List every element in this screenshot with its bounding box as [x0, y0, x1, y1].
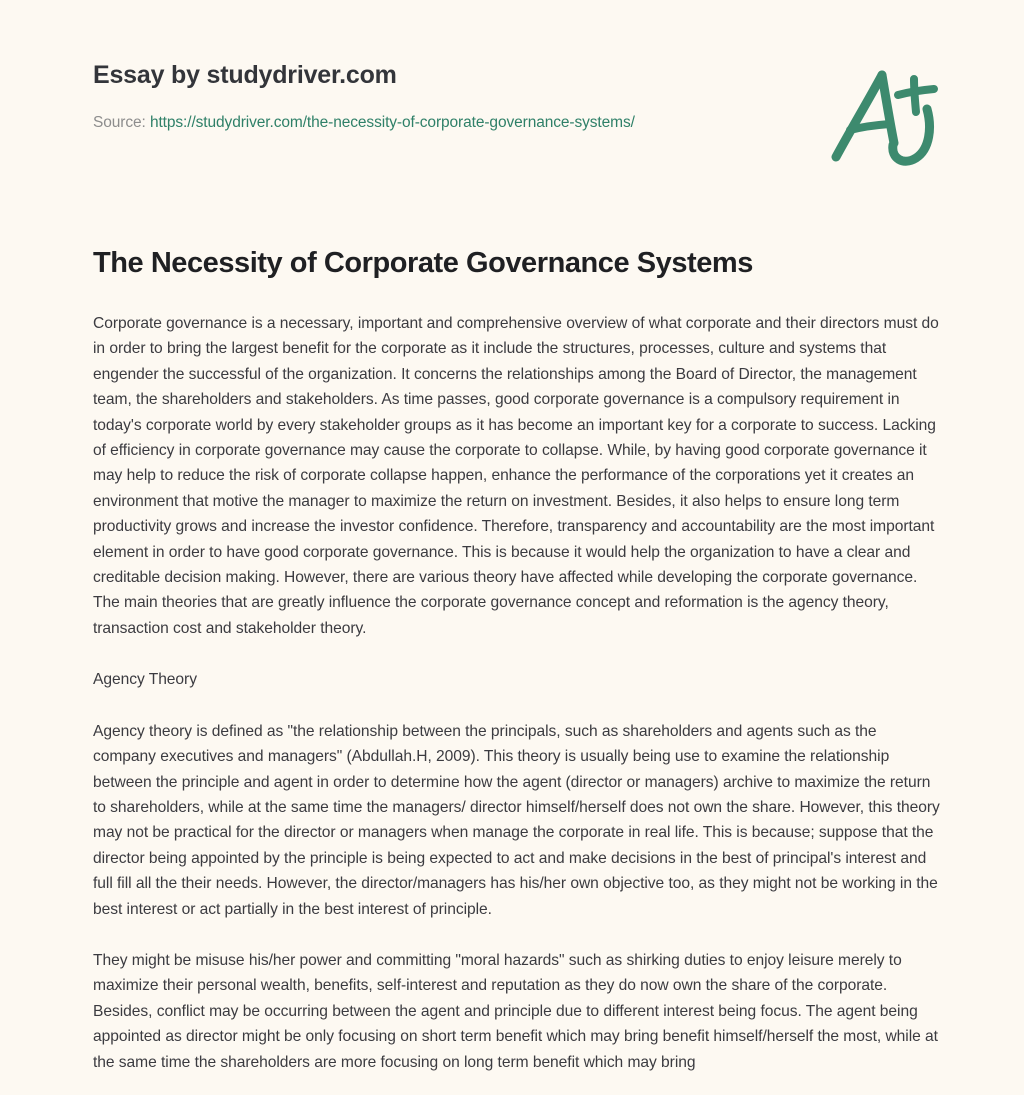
paragraph: Agency theory is defined as "the relationship between the principals, such as shareholders and agents such as the company executives and managers" (Abdullah.H, 2009). This theory is usually being use to examine the relationship between the principle and agent in order to determine how the agent (director or managers) archive to maximize the return to shareholders, while at the same time the managers/ director himself/herself does not own the share. However, this theory may not be practical for the director or managers when manage the corporate in real life. This is because; suppose that the director being appointed by the principle is being expected to act and make decisions in the best of principal's interest and full fill all the their needs. However, the director/managers has his/her own objective too, as they might not be working in the best interest or act partially in the best interest of principle.: [93, 722, 940, 918]
paragraph: They might be misuse his/her power and committing "moral hazards" such as shirking duties to enjoy leisure merely to maximize their personal wealth, benefits, self-interest and reputation as they do now own the share of the corporate. Besides, conflict may be occurring between the agent and principle due to different interest being focus. The agent being appointed as director might be only focusing on short term benefit which may bring benefit himself/herself the most, while at the same time the shareholders are more focusing on long term benefit which may bring: [93, 951, 938, 1071]
paragraph: Corporate governance is a necessary, important and comprehensive overview of what corporate and their directors must do in order to bring the largest benefit for the corporate as it include the structures, processes, culture and systems that engender the successful of the organization. It concerns the relationships among the Board of Director, the management team, the shareholders and stakeholders. As time passes, good corporate governance is a compulsory requirement in today's corporate world by every stakeholder groups as it has become an important key for a corporate to success. Lacking of efficiency in corporate governance may cause the corporate to collapse. While, by having good corporate governance it may help to reduce the risk of corporate collapse happen, enhance the performance of the corporations yet it creates an environment that motive the manager to maximize the return on investment. Besides, it also helps to ensure long term productivity grows and increase the investor confidence. Therefore, transparency and accountability are the most important element in order to have good corporate governance. This is because it would help the organization to have a clear and creditable decision making. However, there are various theory have affected while developing the corporate governance. The main theories that are greatly influence the corporate governance concept and reformation is the agency theory, transaction cost and stakeholder theory.: [93, 315, 939, 637]
source-line: [93, 112, 938, 134]
source-label: Source:: [93, 114, 146, 131]
a-plus-icon: [824, 57, 949, 172]
article-body: [93, 311, 941, 1075]
brand-byline: Essay by studydriver.com: [93, 61, 397, 89]
studydriver-logo[interactable]: [824, 57, 949, 172]
section-heading-agency-theory: Agency Theory: [93, 671, 197, 689]
page-title: The Necessity of Corporate Governance Systems: [93, 247, 753, 279]
article: [93, 243, 941, 1075]
page-header: [93, 58, 938, 178]
source-url-link[interactable]: https://studydriver.com/the-necessity-of-corporate-governance-systems/: [149, 114, 635, 131]
